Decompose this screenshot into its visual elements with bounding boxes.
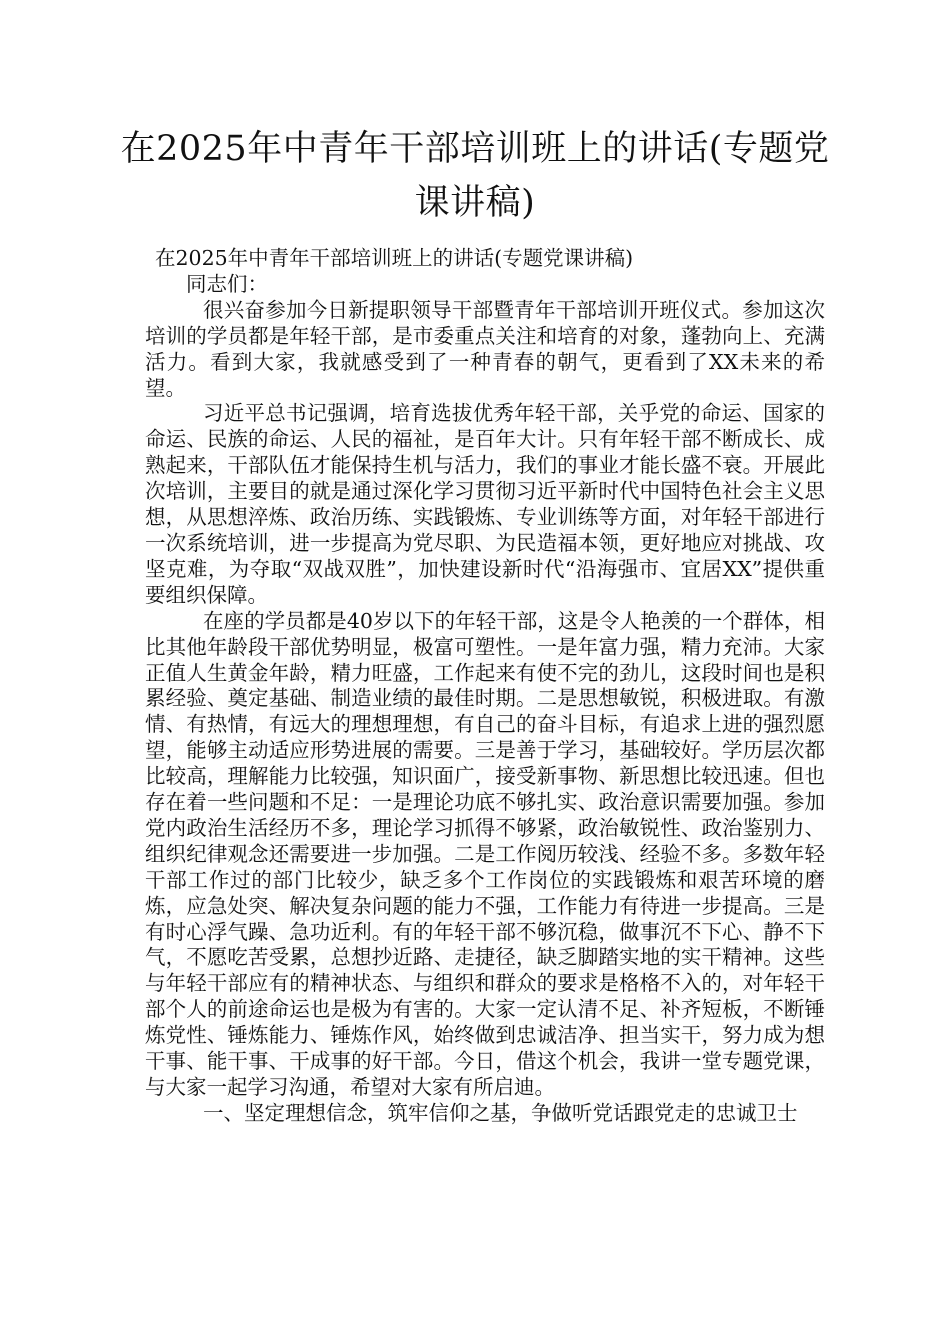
paragraph-opening: 很兴奋参加今日新提职领导干部暨青年干部培训开班仪式。参加这次培训的学员都是年轻干部，是市委重点关注和培育的对象，蓬勃向上、充满活力。看到大家，我就感受到了一种青春的朝气，更看到了XX未来的希望。 — [145, 297, 825, 400]
paragraph-trainees: 在座的学员都是40岁以下的年轻干部，这是令人艳羡的一个群体，相比其他年龄段干部优势明显，极富可塑性。一是年富力强，精力充沛。大家正值人生黄金年龄，精力旺盛，工作起来有使不完的劲儿，这段时间也是积累经验、奠定基础、制造业绩的最佳时期。二是思想敏锐，积极进取。有激情、有热情，有远大的理想理想，有自己的奋斗目标，有追求上进的强烈愿望，能够主动适应形势进展的需要。三是善于学习，基础较好。学历层次都比较高，理解能力比较强，知识面广，接受新事物、新思想比较迅速。但也存在着一些问题和不足：一是理论功底不够扎实、政治意识需要加强。参加党内政治生活经历不多，理论学习抓得不够紧，政治敏锐性、政治鉴别力、组织纪律观念还需要进一步加强。二是工作阅历较浅、经验不多。多数年轻干部工作过的部门比较少，缺乏多个工作岗位的实践锻炼和艰苦环境的磨炼，应急处突、解决复杂问题的能力不强，工作能力有待进一步提高。三是有时心浮气躁、急功近利。有的年轻干部不够沉稳，做事沉不下心、静不下气，不愿吃苦受累，总想抄近路、走捷径，缺乏脚踏实地的实干精神。这些与年轻干部应有的精神状态、与组织和群众的要求是格格不入的，对年轻干部个人的前途命运也是极为有害的。大家一定认清不足、补齐短板，不断锤炼党性、锤炼能力、锤炼作风，始终做到忠诚洁净、担当实干，努力成为想干事、能干事、干成事的好干部。今日，借这个机会，我讲一堂专题党课，与大家一起学习沟通，希望对大家有所启迪。 — [145, 608, 825, 1099]
paragraph-xi-emphasis: 习近平总书记强调，培育选拔优秀年轻干部，关乎党的命运、国家的命运、民族的命运、人民的福祉，是百年大计。只有年轻干部不断成长、成熟起来，干部队伍才能保持生机与活力，我们的事业才能长盛不衰。开展此次培训，主要目的就是通过深化学习贯彻习近平新时代中国特色社会主义思想，从思想淬炼、政治历练、实践锻炼、专业训练等方面，对年轻干部进行一次系统培训，进一步提高为党尽职、为民造福本领，更好地应对挑战、攻坚克难，为夺取“双战双胜”，加快建设新时代“沿海强市、宜居XX”提供重要组织保障。 — [145, 401, 825, 607]
document-title: 在2025年中青年干部培训班上的讲话(专题党课讲稿) — [120, 129, 830, 223]
document-subtitle: 在2025年中青年干部培训班上的讲话(专题党课讲稿) — [155, 246, 634, 270]
section-heading-one: 一、坚定理想信念，筑牢信仰之基，争做听党话跟党走的忠诚卫士 — [203, 1100, 798, 1125]
document-body — [145, 246, 825, 1127]
salutation: 同志们： — [186, 271, 268, 296]
